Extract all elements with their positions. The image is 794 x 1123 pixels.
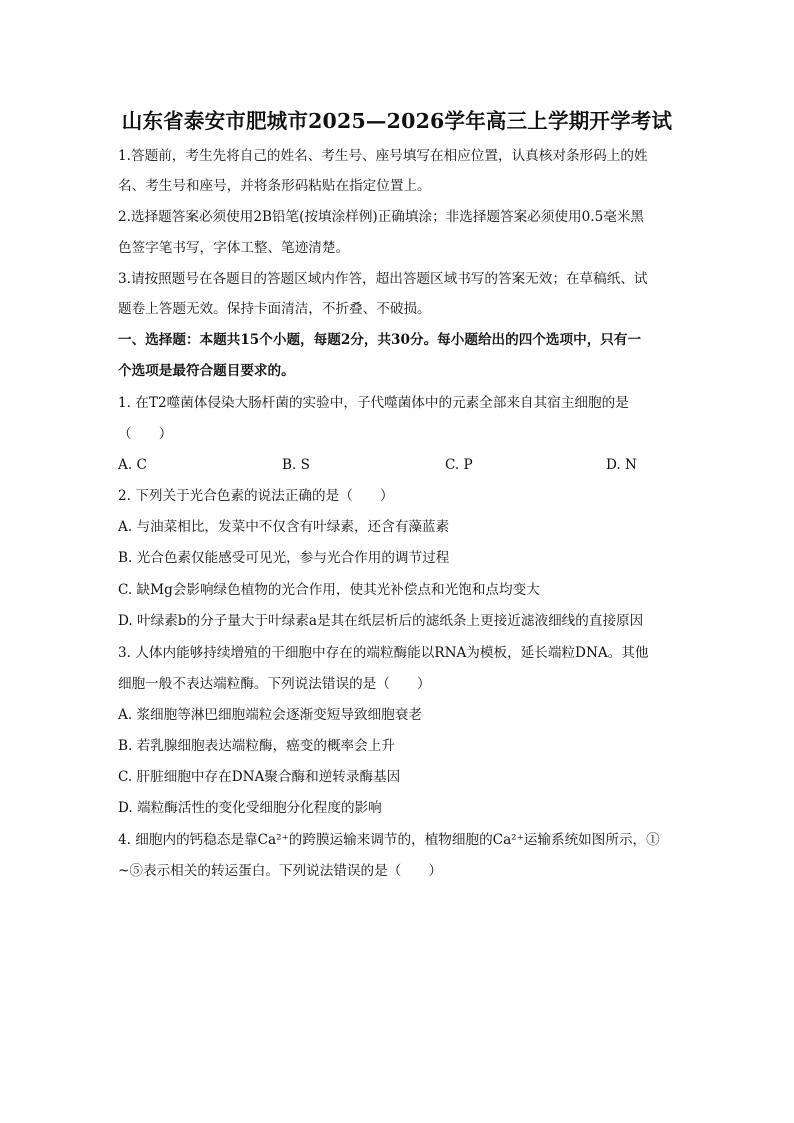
- question-1-stem: （ ）: [118, 426, 173, 442]
- option-b: B. 若乳腺细胞表达端粒酶，癌变的概率会上升: [118, 738, 395, 754]
- section-heading: 个选项是最符合题目要求的。: [118, 363, 295, 379]
- question-2-stem: 2. 下列关于光合色素的说法正确的是（ ）: [118, 488, 394, 504]
- question-3-stem: 3. 人体内能够持续增殖的干细胞中存在的端粒酶能以RNA为模板，延长端粒DNA。其他: [118, 645, 649, 661]
- option-b: B. S: [282, 457, 310, 473]
- instruction-line: 1.答题前，考生先将自己的姓名、考生号、座号填写在相应位置，认真核对条形码上的姓: [118, 148, 648, 164]
- exam-title: 山东省泰安市肥城市2025—2026学年高三上学期开学考试: [121, 109, 673, 133]
- question-4-stem: 4. 细胞内的钙稳态是靠Ca²⁺的跨膜运输来调节的，植物细胞的Ca²⁺运输系统如图所示，①: [118, 832, 660, 848]
- option-d: D. N: [606, 457, 637, 473]
- question-1-stem: 1. 在T2噬菌体侵染大肠杆菌的实验中，子代噬菌体中的元素全部来自其宿主细胞的是: [118, 395, 629, 411]
- option-d: D. 叶绿素b的分子量大于叶绿素a是其在纸层析后的滤纸条上更接近滤液细线的直接原因: [118, 613, 644, 629]
- instruction-line: 2.选择题答案必须使用2B铅笔(按填涂样例)正确填涂；非选择题答案必须使用0.5毫米黑: [118, 209, 645, 225]
- option-c: C. 肝脏细胞中存在DNA聚合酶和逆转录酶基因: [118, 769, 401, 785]
- option-a: A. 浆细胞等淋巴细胞端粒会逐渐变短导致细胞衰老: [118, 707, 422, 723]
- option-c: C. P: [445, 457, 473, 473]
- question-4-stem: ~⑤表示相关的转运蛋白。下列说法错误的是（ ）: [118, 863, 443, 879]
- instruction-line: 题卷上答题无效。保持卡面清洁，不折叠、不破损。: [118, 301, 431, 317]
- instruction-line: 名、考生号和座号，并将条形码粘贴在指定位置上。: [118, 178, 431, 194]
- option-a: A. C: [118, 457, 147, 473]
- option-d: D. 端粒酶活性的变化受细胞分化程度的影响: [118, 800, 382, 816]
- option-c: C. 缺Mg会影响绿色植物的光合作用，使其光补偿点和光饱和点均变大: [118, 582, 540, 598]
- section-heading: 一、选择题：本题共15个小题，每题2分，共30分。每小题给出的四个选项中，只有一: [118, 332, 642, 348]
- option-b: B. 光合色素仅能感受可见光，参与光合作用的调节过程: [118, 550, 450, 566]
- instruction-line: 色签字笔书写，字体工整、笔迹清楚。: [118, 240, 350, 256]
- instruction-line: 3.请按照题号在各题目的答题区域内作答，超出答题区域书写的答案无效；在草稿纸、试: [118, 271, 648, 287]
- option-a: A. 与油菜相比，发菜中不仅含有叶绿素，还含有藻蓝素: [118, 519, 450, 535]
- question-3-stem: 细胞一般不表达端粒酶。下列说法错误的是（ ）: [118, 676, 431, 692]
